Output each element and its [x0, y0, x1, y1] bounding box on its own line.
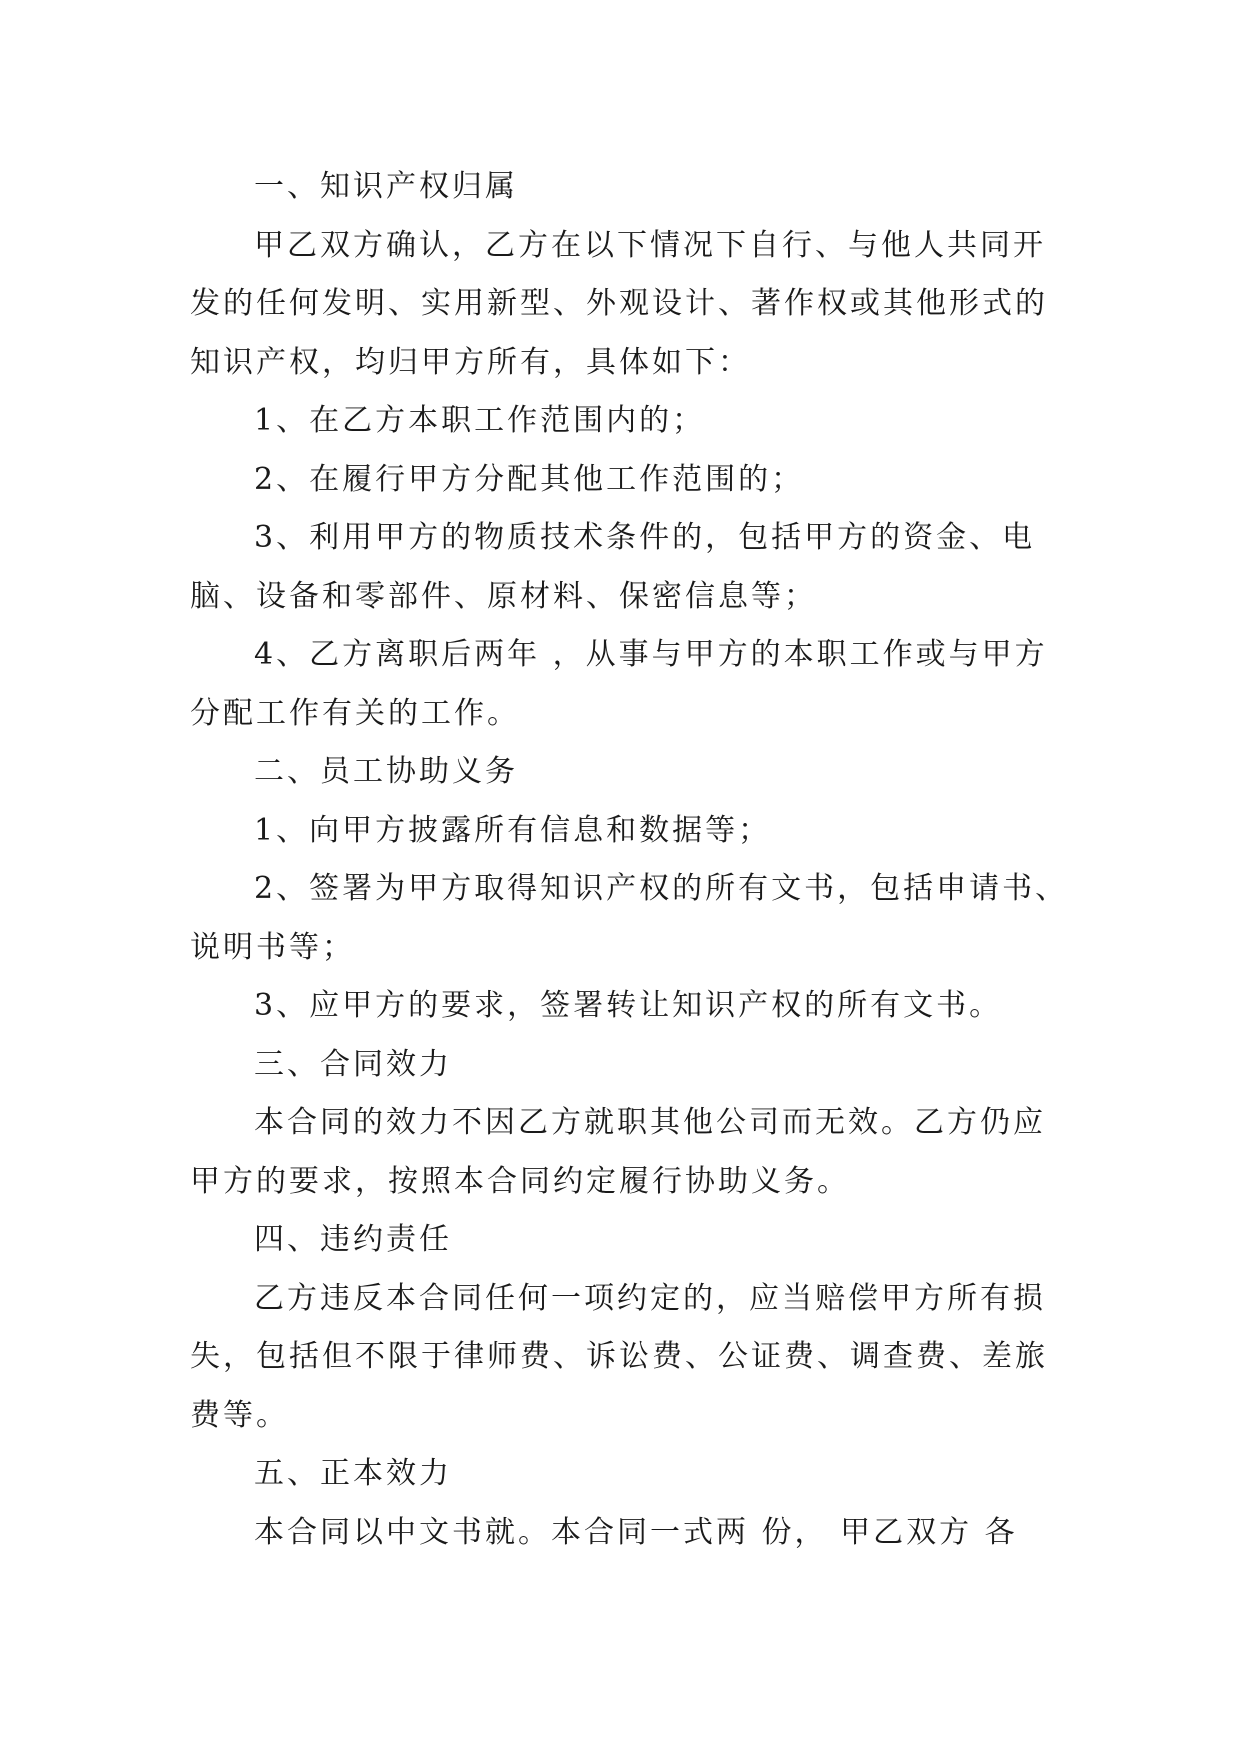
list-item-1: 1、向甲方披露所有信息和数据等；: [254, 812, 772, 848]
list-item-2: 2、签署为甲方取得知识产权的所有文书，包括申请书、说明书等；: [190, 871, 1069, 965]
section-heading-contract-validity: 三、合同效力: [254, 1046, 452, 1082]
paragraph-original-copies: 本合同以中文书就。本合同一式两 份， 甲乙双方 各: [254, 1514, 1018, 1550]
section-heading-original-copies: 五、正本效力: [254, 1456, 452, 1491]
paragraph-contract-validity: 本合同的效力不因乙方就职其他公司而无效。乙方仍应甲方的要求，按照本合同约定履行协助义务。: [190, 1105, 1046, 1199]
paragraph-ip-confirmation: 甲乙双方确认，乙方在以下情况下自行、与他人共同开发的任何发明、实用新型、外观设计、著作权或其他形式的知识产权，均归甲方所有，具体如下：: [190, 227, 1048, 380]
list-item-4: 4、乙方离职后两年 ，从事与甲方的本职工作或与甲方分配工作有关的工作。: [190, 637, 1048, 731]
list-item-1: 1、在乙方本职工作范围内的；: [254, 403, 706, 438]
section-heading-ip-ownership: 一、知识产权归属: [254, 169, 518, 204]
list-item-3: 3、应甲方的要求，签署转让知识产权的所有文书。: [254, 988, 1003, 1023]
section-heading-liability: 四、违约责任: [254, 1222, 452, 1257]
document-body: [190, 158, 1070, 1562]
paragraph-liability: 乙方违反本合同任何一项约定的，应当赔偿甲方所有损失，包括但不限于律师费、诉讼费、公证费、调查费、差旅费等。: [190, 1280, 1048, 1433]
list-item-2: 2、在履行甲方分配其他工作范围的；: [254, 461, 805, 497]
list-item-3: 3、利用甲方的物质技术条件的，包括甲方的资金、电脑、设备和零部件、原材料、保密信息等；: [190, 520, 1036, 614]
section-heading-assistance-duty: 二、员工协助义务: [254, 754, 518, 789]
